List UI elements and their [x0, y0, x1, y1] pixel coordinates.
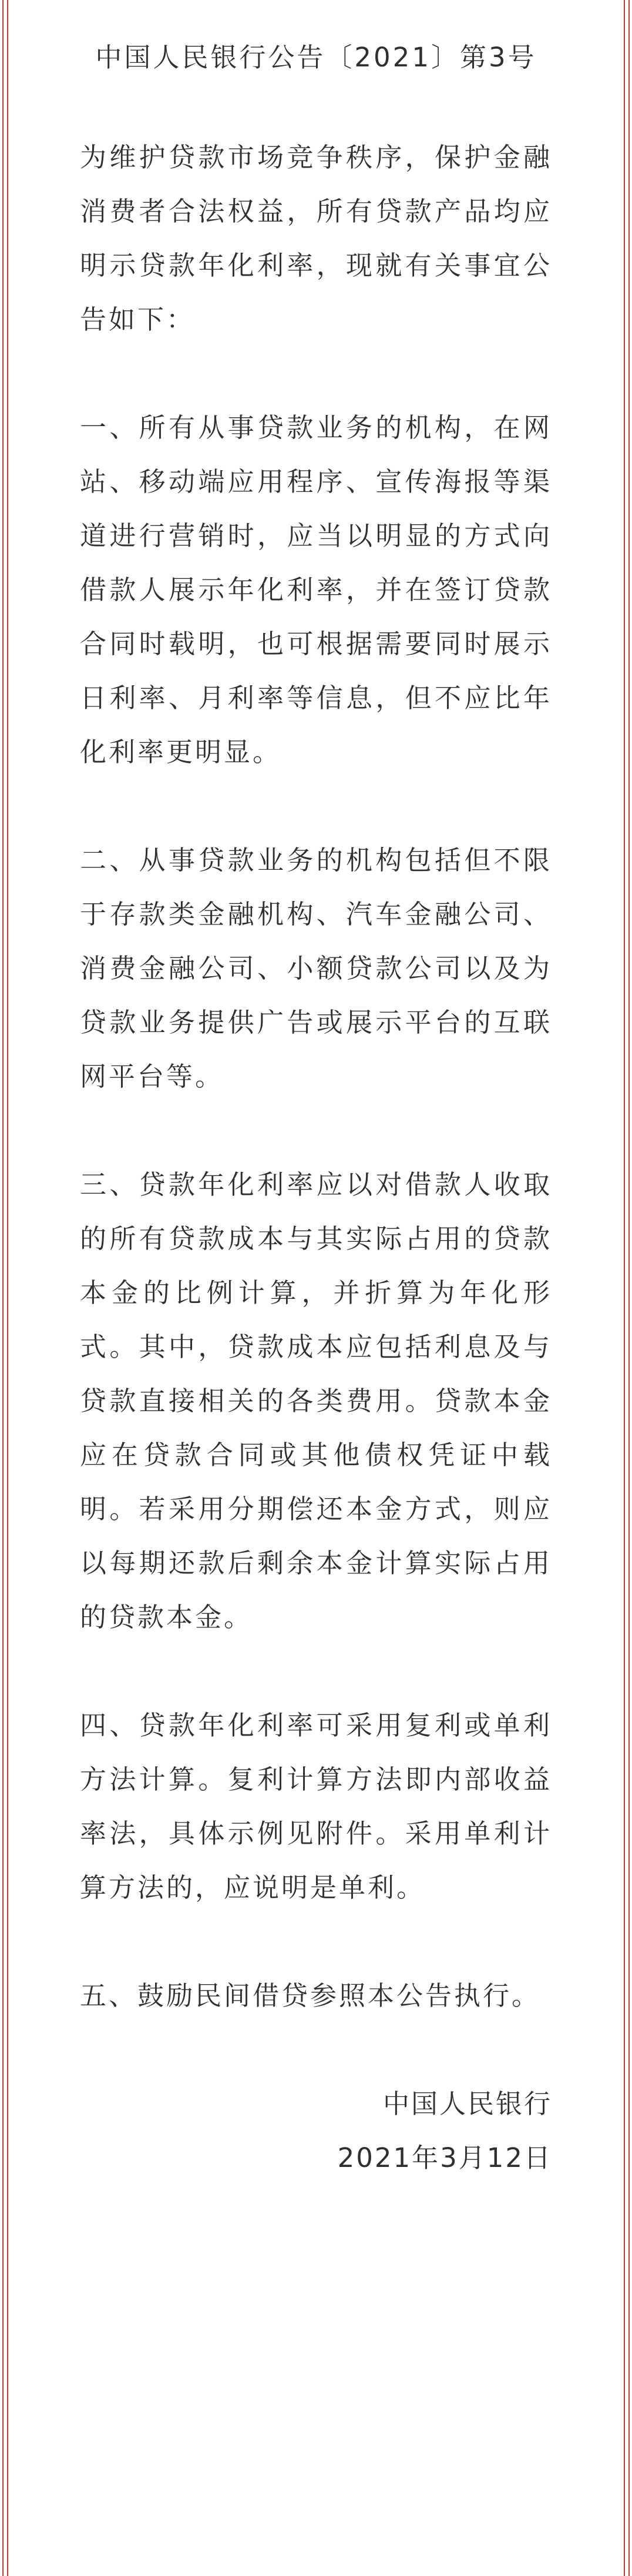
announcement-item-1: 一、所有从事贷款业务的机构，在网站、移动端应用程序、宣传海报等渠道进行营销时，应当以明显的方式向借款人展示年化利率，并在签订贷款合同时载明，也可根据需要同时展示日利率、月利率等信息，但不应比年化利率更明显。: [80, 412, 552, 768]
announcement-item-3: 三、贷款年化利率应以对借款人收取的所有贷款成本与其实际占用的贷款本金的比例计算，并折算为年化形式。其中，贷款成本应包括利息及与贷款直接相关的各类费用。贷款本金应在贷款合同或其他债权凭证中载明。若采用分期偿还本金方式，则应以每期还款后剩余本金计算实际占用的贷款本金。: [80, 1169, 552, 1633]
announcement-title: 中国人民银行公告〔2021〕第3号: [95, 42, 537, 73]
announcement-item-2: 二、从事贷款业务的机构包括但不限于存款类金融机构、汽车金融公司、消费金融公司、小额贷款公司以及为贷款业务提供广告或展示平台的互联网平台等。: [80, 845, 552, 1092]
left-inner-border: [7, 0, 8, 2576]
announcement-content: [80, 31, 552, 2185]
signature: 中国人民银行: [382, 2088, 552, 2119]
announcement-item-5: 五、鼓励民间借贷参照本公告执行。: [80, 1980, 541, 2011]
right-inner-border: [624, 0, 625, 2576]
announcement-intro: 为维护贷款市场竞争秩序，保护金融消费者合法权益，所有贷款产品均应明示贷款年化利率，现就有关事宜公告如下：: [80, 142, 552, 335]
announcement-date: 2021年3月12日: [337, 2142, 552, 2173]
announcement-item-4: 四、贷款年化利率可采用复利或单利方法计算。复利计算方法即内部收益率法，具体示例见附件。采用单利计算方法的，应说明是单利。: [80, 1710, 552, 1903]
left-outer-border: [2, 0, 4, 2576]
right-outer-border: [628, 0, 630, 2576]
